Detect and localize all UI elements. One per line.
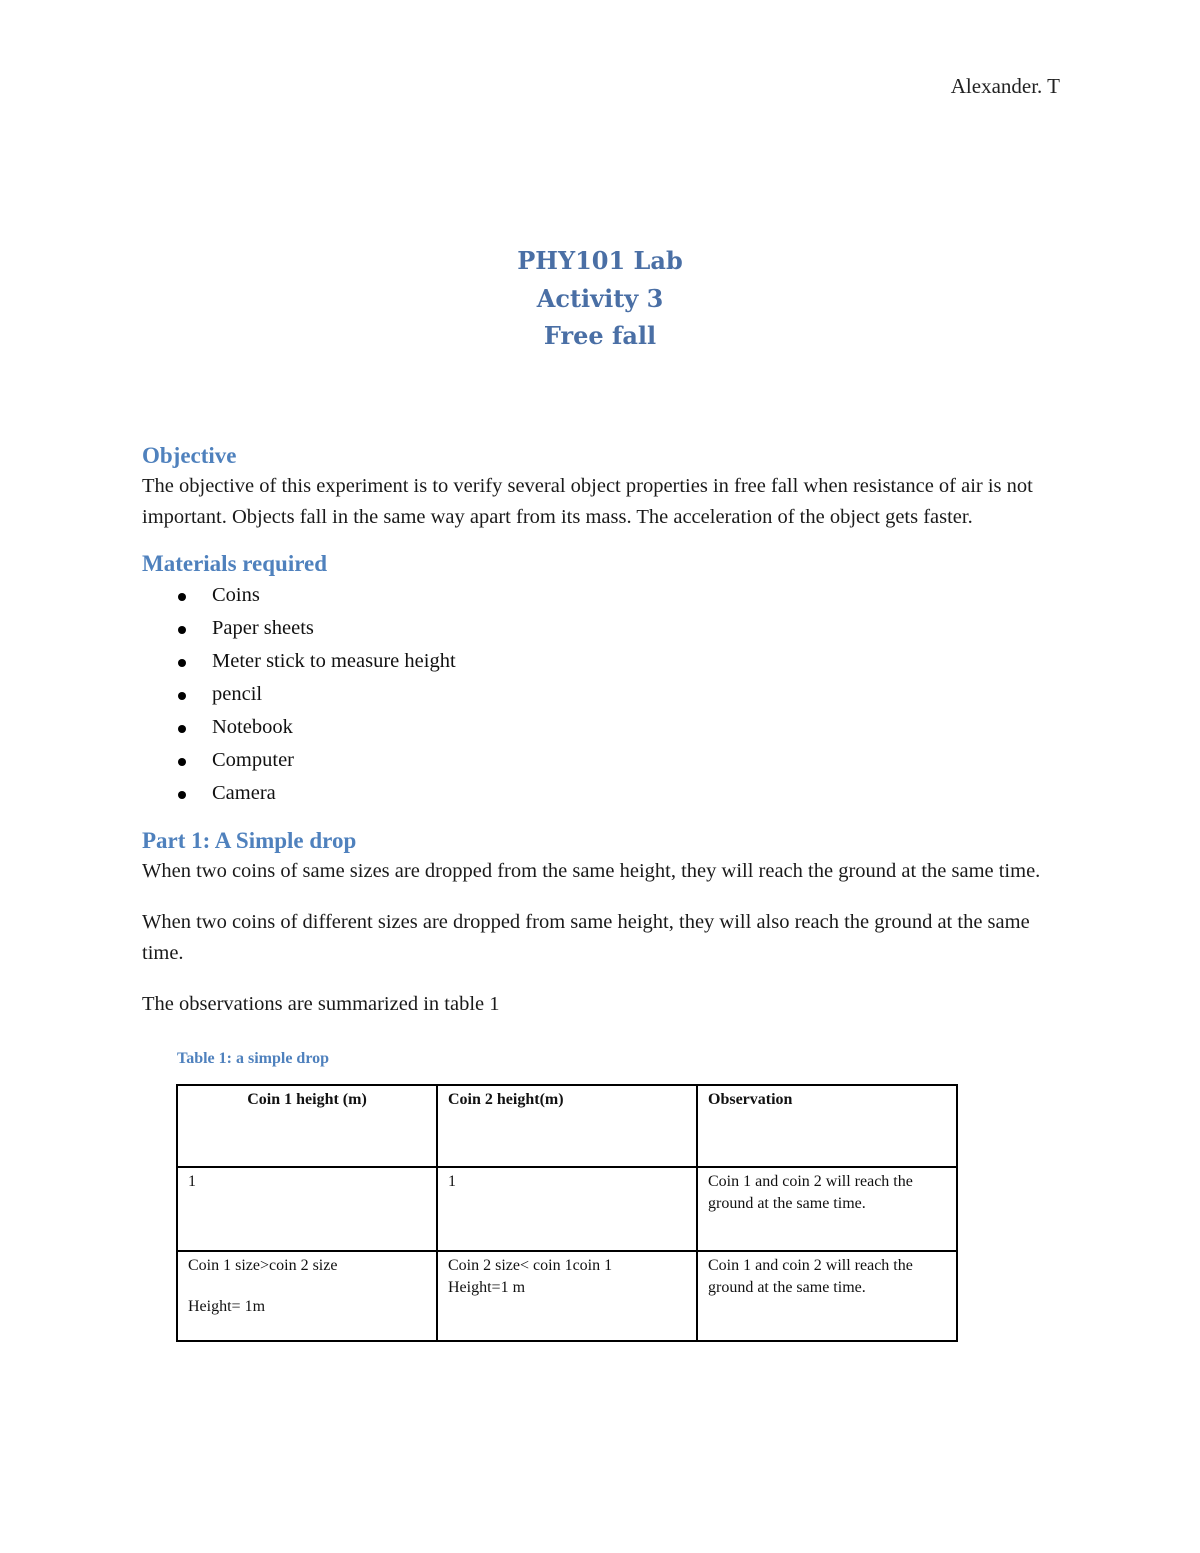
materials-list: [142, 579, 1062, 810]
bullet-icon: [178, 659, 186, 667]
bullet-icon: [178, 758, 186, 766]
objective-heading: Objective: [142, 443, 237, 468]
bullet-icon: [178, 725, 186, 733]
list-item: [142, 579, 1062, 612]
bullet-icon: [178, 791, 186, 799]
list-item-label: Computer: [212, 749, 294, 771]
list-item: [142, 678, 1062, 711]
list-item-label: Coins: [212, 584, 260, 606]
simple-drop-table: [176, 1084, 958, 1342]
table-row: [177, 1251, 957, 1341]
table-cell: Coin 1 and coin 2 will reach the ground at the same time.: [697, 1167, 957, 1251]
objective-text: The objective of this experiment is to verify several object properties in free fall when resistance of air is not important. Objects fall in the same way apart from its mass. The acceleration of the object gets faster.: [142, 475, 1033, 528]
materials-section: [142, 551, 1062, 810]
part1-paragraph-2: When two coins of different sizes are dropped from same height, they will also reach the ground at the same time.: [142, 911, 1030, 964]
list-item-label: Paper sheets: [212, 617, 314, 639]
table-header-cell: Coin 2 height(m): [437, 1085, 697, 1167]
cell-line: Height= 1m: [188, 1298, 266, 1315]
cell-line: Height=1 m: [448, 1279, 526, 1296]
list-item-label: pencil: [212, 683, 263, 705]
list-item-label: Notebook: [212, 716, 293, 738]
title-line-topic: Free fall: [543, 321, 657, 350]
list-item: [142, 645, 1062, 678]
table-cell: [437, 1251, 697, 1341]
bullet-icon: [178, 593, 186, 601]
part1-heading: Part 1: A Simple drop: [142, 828, 357, 853]
objective-section: [142, 443, 1062, 533]
title-line-activity: Activity 3: [536, 283, 664, 313]
list-item: [142, 744, 1062, 777]
list-item: [142, 612, 1062, 645]
list-item-label: Camera: [212, 782, 276, 804]
table-cell: [177, 1251, 437, 1341]
part1-section: [142, 828, 1062, 1342]
table-header-cell: Coin 1 height (m): [177, 1085, 437, 1167]
bullet-icon: [178, 692, 186, 700]
table-cell: Coin 1 and coin 2 will reach the ground at the same time.: [697, 1251, 957, 1341]
table-cell: 1: [177, 1167, 437, 1251]
part1-paragraph-3: The observations are summarized in table 1: [142, 993, 500, 1015]
table-header-cell: Observation: [697, 1085, 957, 1167]
list-item: [142, 777, 1062, 810]
author-header: Alexander. T: [950, 74, 1060, 98]
table-caption: Table 1: a simple drop: [177, 1050, 330, 1067]
table-header-row: [177, 1085, 957, 1167]
table-cell: 1: [437, 1167, 697, 1251]
cell-line: Coin 1 size>coin 2 size: [188, 1257, 338, 1274]
document-body: [142, 443, 1062, 1342]
list-item: [142, 711, 1062, 744]
title-line-course: PHY101 Lab: [517, 246, 683, 275]
list-item-label: Meter stick to measure height: [212, 650, 456, 672]
part1-paragraph-1: When two coins of same sizes are dropped from the same height, they will reach the ground at the same time.: [142, 860, 1041, 882]
materials-heading: Materials required: [142, 551, 328, 576]
document-title: [0, 242, 1200, 355]
cell-line: Coin 2 size< coin 1coin 1: [448, 1257, 613, 1274]
bullet-icon: [178, 626, 186, 634]
table-row: [177, 1167, 957, 1251]
